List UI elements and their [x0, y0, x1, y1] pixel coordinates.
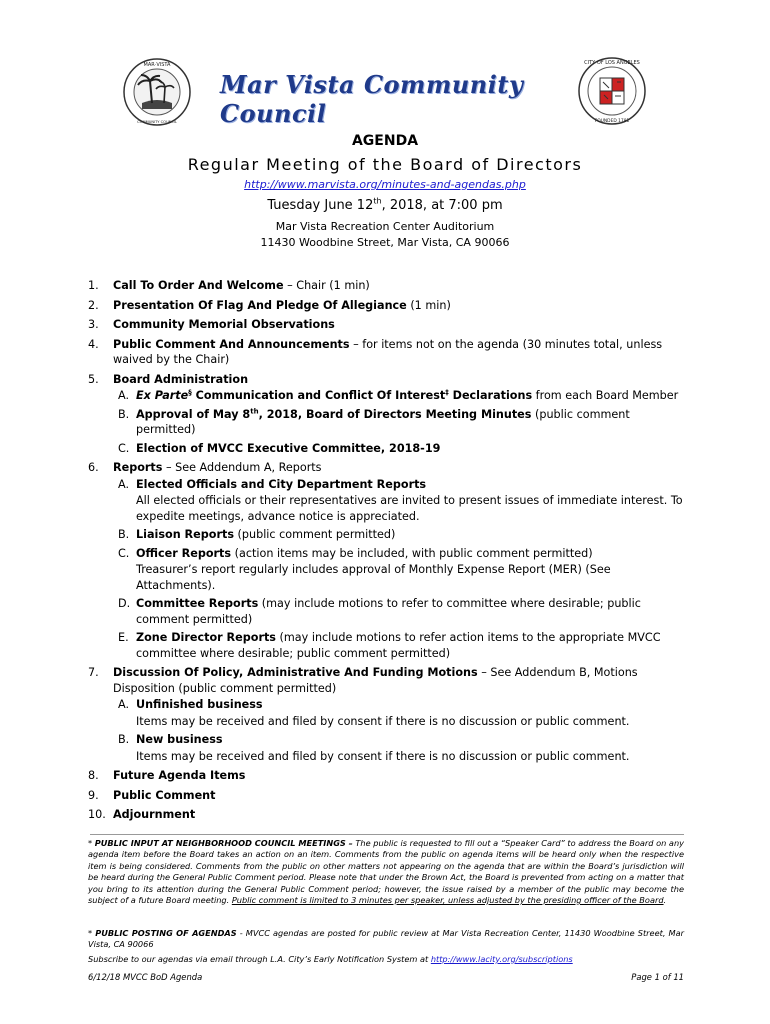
agenda-item-2: 2. Presentation Of Flag And Pledge Of Allegiance (1 min) [88, 298, 451, 312]
agenda-item-1: 1. Call To Order And Welcome – Chair (1 min) [88, 279, 370, 292]
agenda-item-6: 6. Reports – See Addendum A, Reports A. Elected Officials and City Department Reports All elected officials or their representatives are invited to present issues of immediate interest. To expedite meetings, advance notice is appreciated. B. Liaison Reports (public comment permitted) C. Officer Reports (action items may be included, with public comment permitted) Treasurer’s report regularly includes approval of Monthly Expense Report (MER) (See Attachments). D. Committee Reports (may include motions to refer to committee where desirable; public comment permitted) E. Zone Director Reports (may include motions to refer action items to the appropriate MVCC committee where desirable; public comment permitted) [88, 460, 688, 661]
agenda-item-4: 4. Public Comment And Announcements – for items not on the agenda (30 minutes total, unless waived by the Chair) [88, 337, 663, 366]
document-label: 6/12/18 MVCC BoD Agenda [88, 972, 203, 982]
svg-text:MAR·VISTA: MAR·VISTA [143, 62, 171, 68]
letterhead [0, 0, 770, 130]
agenda-item-7: 7. Discussion Of Policy, Administrative And Funding Motions – See Addendum B, Motions Disposition (public comment permitted) A. Unfinished business Items may be received and filed by consent if there is no discussion or public comment. B. New business Items may be received and filed by consent if there is no discussion or public comment. [88, 665, 688, 764]
agenda-item-8: 8. Future Agenda Items [88, 769, 246, 782]
agenda-item-5: 5. Board Administration A. Ex Parte§ Communication and Conflict Of Interest‡ Declarations from each Board Member B. Approval of May 8th, 2018, Board of Directors Meeting Minutes (public comment permitted) C. Election of MVCC Executive Committee, 2018-19 [88, 372, 688, 457]
public-input-notice: * PUBLIC INPUT AT NEIGHBORHOOD COUNCIL MEETINGS – The public is requested to fill out a “Speaker Card” to address the Board on any agenda item before the Board takes an action on an item. Comments from the public on agenda items will be heard only when the respective item is being considered. Comments from the public on other matters not appearing on the agenda that are within the Board’s jurisdiction will be heard during the General Public Comment period. Please note that under the Brown Act, the Board is prevented from acting on a matter that you bring to its attention during the General Public Comment period; however, the issue raised by a member of the public may become the subject of a future Board meeting. Public comment is limited to 3 minutes per speaker, unless adjusted by the presiding officer of the Board. [88, 838, 684, 906]
agenda-subitem-5b: B. Approval of May 8th, 2018, Board of Directors Meeting Minutes (public comment permitted) [118, 406, 630, 436]
page-footer [88, 972, 684, 982]
public-posting-notice: * PUBLIC POSTING OF AGENDAS - MVCC agendas are posted for public review at Mar Vista Recreation Center, 11430 Woodbine Street, Mar Vista, CA 90066 [88, 928, 685, 950]
agenda-subitem-6d: D. Committee Reports (may include motions to refer to committee where desirable; public comment permitted) [118, 597, 641, 626]
svg-text:FOUNDED 1781: FOUNDED 1781 [594, 119, 630, 124]
agenda-url-link[interactable]: http://www.marvista.org/minutes-and-agendas.php [244, 178, 526, 191]
svg-text:COMMUNITY COUNCIL: COMMUNITY COUNCIL [137, 120, 177, 124]
page-number: Page 1 of 11 [631, 972, 684, 982]
agenda-list [88, 278, 688, 827]
city-of-los-angeles-seal-logo [578, 54, 646, 128]
meeting-date: Tuesday June 12th, 2018, at 7:00 pm [267, 196, 503, 213]
agenda-subitem-6a: A. Elected Officials and City Department Reports All elected officials or their representatives are invited to present issues of immediate interest. To expedite meetings, advance notice is appreciated. [118, 477, 683, 523]
meeting-address: 11430 Woodbine Street, Mar Vista, CA 90066 [260, 236, 510, 249]
svg-text:CITY OF LOS ANGELES: CITY OF LOS ANGELES [584, 60, 640, 66]
council-name: Mar Vista Community Council [220, 70, 524, 128]
agenda-item-9: 9. Public Comment [88, 788, 216, 802]
agenda-subitem-6e: E. Zone Director Reports (may include motions to refer action items to the appropriate MVCC committee where desirable; public comment permitted) [118, 631, 661, 660]
agenda-subitem-5a: A. Ex Parte§ Communication and Conflict Of Interest‡ Declarations from each Board Member [118, 388, 679, 402]
agenda-item-3: 3. Community Memorial Observations [88, 318, 335, 331]
mar-vista-seal-logo [122, 57, 192, 127]
meeting-title: Regular Meeting of the Board of Directors [187, 155, 583, 174]
subscriptions-link[interactable]: http://www.lacity.org/subscriptions [430, 954, 573, 964]
agenda-subitem-6b: B. Liaison Reports (public comment permitted) [118, 528, 396, 541]
agenda-subitem-5c: C. Election of MVCC Executive Committee, 2018-19 [118, 441, 441, 455]
subscribe-notice: Subscribe to our agendas via email through L.A. City’s Early Notification System at http://www.lacity.org/subscriptions [88, 954, 573, 964]
footer-divider [90, 834, 684, 835]
agenda-subitem-7b: B. New business Items may be received and filed by consent if there is no discussion or public comment. [118, 733, 630, 763]
agenda-subitem-6c: C. Officer Reports (action items may be included, with public comment permitted) Treasurer’s report regularly includes approval of Monthly Expense Report (MER) (See Attachments). [118, 546, 611, 592]
meeting-venue: Mar Vista Recreation Center Auditorium [275, 220, 495, 233]
agenda-heading: AGENDA [351, 133, 419, 149]
agenda-item-10: 10. Adjournment [88, 808, 196, 821]
agenda-subitem-7a: A. Unfinished business Items may be received and filed by consent if there is no discussion or public comment. [118, 698, 630, 728]
